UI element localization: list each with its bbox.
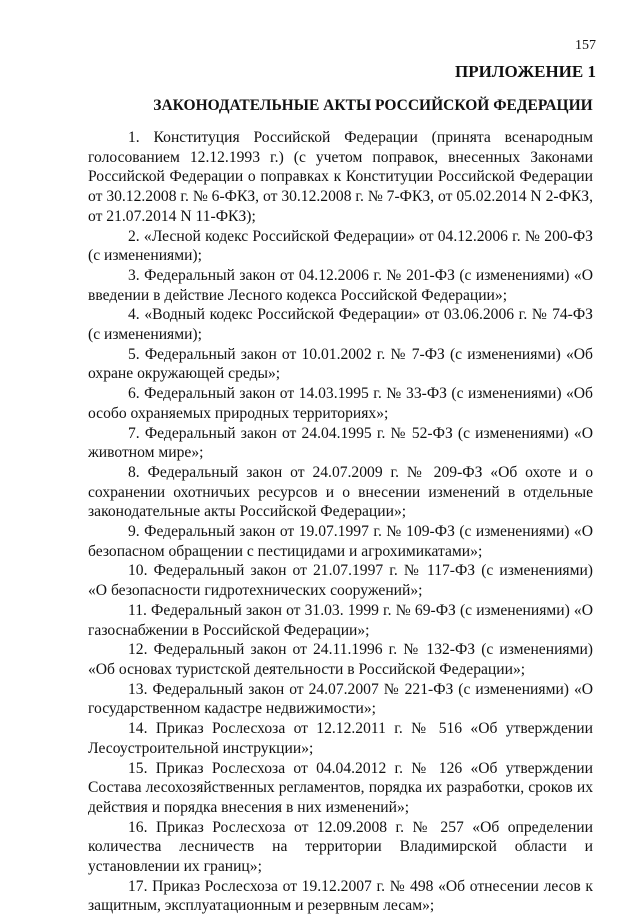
list-item: 16. Приказ Рослесхоза от 12.09.2008 г. № 257 «Об определении количества лесничеств на территории Владимирской области и установлении их границ»; [88,818,593,876]
list-item: 12. Федеральный закон от 24.11.1996 г. № 132-ФЗ (с изменениями) «Об основах туристской деятельности в Российской Федерации»; [88,641,593,678]
page-title: ЗАКОНОДАТЕЛЬНЫЕ АКТЫ РОССИЙСКОЙ ФЕДЕРАЦИИ [153,97,593,114]
list-item: 9. Федеральный закон от 19.07.1997 г. № 109-ФЗ (с изменениями) «О безопасном обращении с пестицидами и агрохимикатами»; [88,523,593,560]
list-item: 1. Конституция Российской Федерации (принята всенародным голосованием 12.12.1993 г.) (с учетом поправок, внесенных Законами Российской Федерации о поправках к Конституции Российской Федерации от 30.12.2008 г. № 6-ФКЗ, от 30.12.2008 г. № 7-ФКЗ, от 05.02.2014 N 2-ФКЗ, от 21.07.2014 N 11-ФКЗ); [88,129,593,225]
list-item: 4. «Водный кодекс Российской Федерации» от 03.06.2006 г. № 74-ФЗ (с изменениями); [88,306,593,344]
list-item: 7. Федеральный закон от 24.04.1995 г. № 52-ФЗ (с изменениями) «О животном мире»; [88,424,593,462]
list-item: 5. Федеральный закон от 10.01.2002 г. № 7-ФЗ (с изменениями) «Об охране окружающей среды»; [88,345,593,383]
list-item: 8. Федеральный закон от 24.07.2009 г. № 209-ФЗ «Об охоте и о сохранении охотничьих ресурсов и о внесении изменений в отдельные законодательные акты Российской Федерации»; [88,463,593,521]
list-item: 2. «Лесной кодекс Российской Федерации» от 04.12.2006 г. № 200-ФЗ (с изменениями); [88,227,593,265]
list-item: 15. Приказ Рослесхоза от 04.04.2012 г. № 126 «Об утверждении Состава лесохозяйственных регламентов, порядка их разработки, сроков их действия и порядка внесения в них изменений»; [88,759,593,816]
list-item: 10. Федеральный закон от 21.07.1997 г. № 117-ФЗ (с изменениями) «О безопасности гидротехнических сооружений»; [88,562,593,600]
list-item: 3. Федеральный закон от 04.12.2006 г. № 201-ФЗ (с изменениями) «О введении в действие Лесного кодекса Российской Федерации»; [88,266,593,304]
list-item: 6. Федеральный закон от 14.03.1995 г. № 33-ФЗ (с изменениями) «Об особо охраняемых природных территориях»; [88,385,593,422]
page-number: 157 [575,38,596,53]
list-item: 17. Приказ Рослесхоза от 19.12.2007 г. № 498 «Об отнесении лесов к защитным, эксплуатационным и резервным лесам»; [88,877,593,915]
list-item: 11. Федеральный закон от 31.03. 1999 г. № 69-ФЗ (с изменениями) «О газоснабжении в Российской Федерации»; [88,601,593,639]
appendix-heading: ПРИЛОЖЕНИЕ 1 [455,62,596,81]
list-item: 13. Федеральный закон от 24.07.2007 № 221-ФЗ (с изменениями) «О государственном кадастре недвижимости»; [88,680,593,718]
list-item: 14. Приказ Рослесхоза от 12.12.2011 г. № 516 «Об утверждении Лесоустроительной инструкции»; [88,720,593,757]
legislation-list [88,128,593,916]
